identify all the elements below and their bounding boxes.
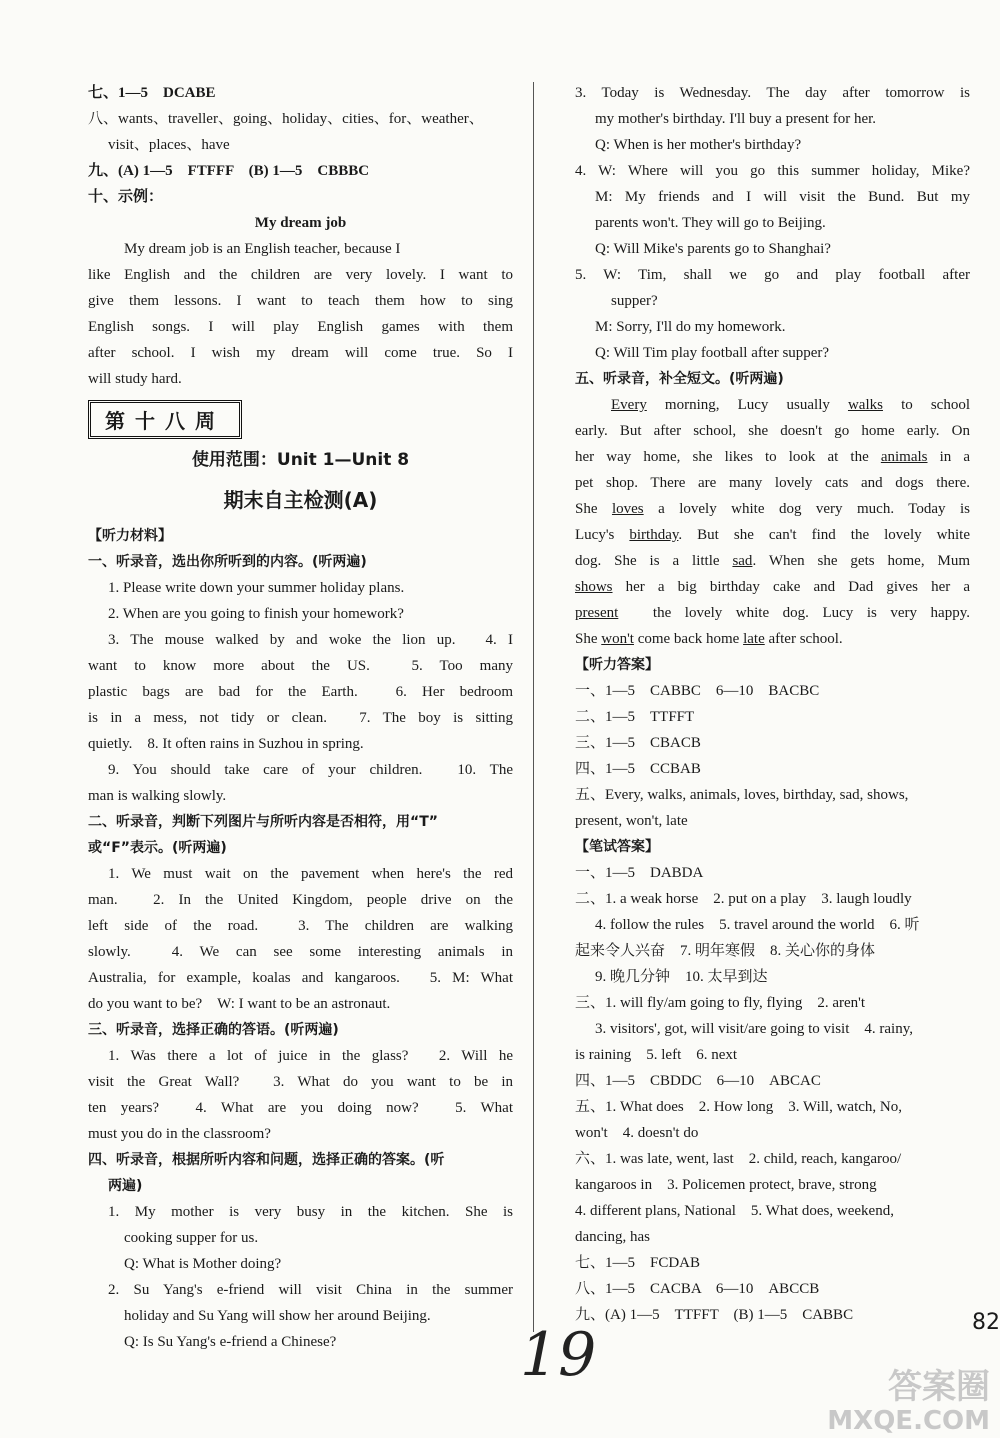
written-answer: 9. 晚几分钟 10. 太早到达 [595, 969, 768, 985]
blank-answer: present [575, 605, 619, 621]
s3-line: visit the Great Wall? 3. What do you want to be in [88, 1074, 513, 1090]
written-answer: 二、1. a weak horse 2. put on a play 3. laugh loudly [575, 891, 912, 907]
s4-line: Q: Will Mike's parents go to Shanghai? [595, 241, 831, 257]
blank-answer: birthday [629, 527, 679, 543]
passage-line: pet shop. There are many lovely cats and dogs there. [575, 475, 970, 491]
s1-line: quietly. 8. It often rains in Suzhou in spring. [88, 736, 364, 752]
answer-q8-line1: 八、wants、traveller、going、holiday、cities、for、weather、 [88, 111, 484, 127]
s4-line: M: My friends and I will visit the Bund. But my [595, 189, 970, 205]
essay-line: after school. I wish my dream will come true. So I [88, 345, 513, 361]
s1-line: plastic bags are bad for the Earth. 6. Her bedroom [88, 684, 513, 700]
written-answer: 五、1. What does 2. How long 3. Will, watch, No, [575, 1099, 902, 1115]
section2-heading-cont: 或“F”表示。(听两遍) [88, 840, 227, 856]
written-answer: is raining 5. left 6. next [575, 1047, 738, 1063]
passage-line: dog. She is a little sad. When she gets home, Mum [575, 553, 970, 569]
written-answer: 一、1—5 DABDA [575, 865, 704, 881]
section5-heading: 五、听录音，补全短文。(听两遍) [575, 371, 784, 387]
essay-line: give them lessons. I want to teach them how to sing [88, 293, 513, 309]
listening-answer: 二、1—5 TTFFT [575, 709, 695, 725]
watermark [827, 1367, 990, 1438]
blank-answer: Every [611, 397, 647, 413]
s1-line: is in a mess, not tidy or clean. 7. The boy is sitting [88, 710, 513, 726]
s1-line: man is walking slowly. [88, 788, 227, 804]
s4-line: 3. Today is Wednesday. The day after tomorrow is [575, 85, 970, 101]
s4-line: Q: When is her mother's birthday? [595, 137, 802, 153]
s4-line: Q: Is Su Yang's e-friend a Chinese? [124, 1334, 337, 1350]
listening-answer: 三、1—5 CBACB [575, 735, 701, 751]
essay-line: English songs. I will play English games with them [88, 319, 513, 335]
essay-line: like English and the children are very lovely. I want to [88, 267, 513, 283]
s3-line: must you do in the classroom? [88, 1126, 271, 1142]
s3-line: ten years? 4. What are you doing now? 5. What [88, 1100, 513, 1116]
blank-answer: walks [847, 397, 883, 413]
section4-heading-cont: 两遍) [108, 1178, 143, 1194]
passage-line: early. But after school, she doesn't go home early. On [575, 423, 970, 439]
s4-line: cooking supper for us. [124, 1230, 259, 1246]
passage-line: She won't come back home late after school. [575, 631, 843, 647]
written-answer: 七、1—5 FCDAB [575, 1255, 701, 1271]
passage-line: present the lovely white dog. Lucy is very happy. [575, 605, 970, 621]
s4-line: 2. Su Yang's e-friend will visit China in the summer [108, 1282, 513, 1298]
listening-answer: 四、1—5 CCBAB [575, 761, 701, 777]
s2-line: 1. We must wait on the pavement when here's the red [108, 866, 513, 882]
blank-answer: animals [880, 449, 928, 465]
s1-line: 2. When are you going to finish your homework? [108, 606, 404, 622]
test-title: 期末自主检测(A) [223, 488, 378, 512]
answer-q9: 九、(A) 1—5 FTFFF (B) 1—5 CBBBC [88, 163, 370, 179]
written-answer: 四、1—5 CBDDC 6—10 ABCAC [575, 1073, 821, 1089]
written-answer: 三、1. will fly/am going to fly, flying 2. aren't [575, 995, 866, 1011]
section3-heading: 三、听录音，选择正确的答语。(听两遍) [88, 1022, 339, 1038]
s4-line: 4. W: Where will you go this summer holiday, Mike? [575, 163, 970, 179]
written-answer: 八、1—5 CACBA 6—10 ABCCB [575, 1281, 820, 1297]
written-answer: 4. different plans, National 5. What does, weekend, [575, 1203, 894, 1219]
essay-line: will study hard. [88, 371, 182, 387]
s1-line: 1. Please write down your summer holiday plans. [108, 580, 405, 596]
s4-line: my mother's birthday. I'll buy a present for her. [595, 111, 877, 127]
s2-line: Australia, for example, koalas and kangaroos. 5. M: What [88, 970, 513, 986]
listening-answer: present, won't, late [575, 813, 688, 829]
page-number: 82 [972, 1310, 1000, 1335]
essay-title: My dream job [254, 215, 347, 231]
written-answer: 起来令人兴奋 7. 明年寒假 8. 关心你的身体 [575, 943, 876, 959]
listening-material-label: 【听力材料】 [88, 528, 172, 544]
passage-line: She loves a lovely white dog very much. Today is [575, 501, 971, 517]
answer-q7: 七、1—5 DCABE [88, 85, 216, 101]
s4-line: holiday and Su Yang will show her around Beijing. [124, 1308, 431, 1324]
essay-body [88, 236, 513, 392]
s4-line: M: Sorry, I'll do my homework. [595, 319, 786, 335]
blank-answer: loves [611, 501, 644, 517]
written-answer: kangaroos in 3. Policemen protect, brave, strong [575, 1177, 877, 1193]
passage-line: her way home, she likes to look at the animals in a [575, 449, 971, 465]
s2-line: left side of the road. 3. The children are walking [88, 918, 513, 934]
s4-line: Q: Will Tim play football after supper? [595, 345, 830, 361]
section1-heading: 一、听录音，选出你所听到的内容。(听两遍) [88, 554, 367, 570]
s1-line: 3. The mouse walked by and woke the lion up. 4. I [108, 632, 513, 648]
left-column [88, 80, 513, 1355]
s2-line: do you want to be? W: I want to be an astronaut. [88, 996, 391, 1012]
column-divider [533, 82, 534, 1332]
listening-answers-label: 【听力答案】 [575, 657, 659, 673]
s1-line: 9. You should take care of your children. 10. The [108, 762, 513, 778]
essay-line: My dream job is an English teacher, because I [124, 241, 401, 257]
passage-line: shows her a big birthday cake and Dad gives her a [575, 579, 970, 595]
written-answer: won't 4. doesn't do [575, 1125, 699, 1141]
week-banner: 第十八周 [88, 400, 242, 439]
blank-answer: shows [575, 579, 613, 595]
watermark-line: MXQE.COM [827, 1406, 990, 1436]
s4-line: Q: What is Mother doing? [124, 1256, 282, 1272]
s4-line: 5. W: Tim, shall we go and play football after [575, 267, 970, 283]
right-column [575, 80, 970, 1328]
s4-line: parents won't. They will go to Beijing. [595, 215, 826, 231]
section4-heading: 四、听录音，根据所听内容和问题，选择正确的答案。(听 [88, 1152, 445, 1168]
s4-line: supper? [611, 293, 658, 309]
blank-answer: won't [601, 631, 634, 647]
week-banner-wrap [88, 392, 513, 443]
written-answer: dancing, has [575, 1229, 650, 1245]
written-answer: 六、1. was late, went, last 2. child, reach, kangaroo/ [575, 1151, 902, 1167]
listening-answer: 一、1—5 CABBC 6—10 BACBC [575, 683, 820, 699]
written-answer: 3. visitors', got, will visit/are going to visit 4. rainy, [595, 1021, 913, 1037]
s2-line: slowly. 4. We can see some interesting animals in [88, 944, 513, 960]
s1-line: want to know more about the US. 5. Too many [88, 658, 513, 674]
s4-line: 1. My mother is very busy in the kitchen. She is [108, 1204, 513, 1220]
s2-line: man. 2. In the United Kingdom, people drive on the [88, 892, 513, 908]
passage-line: Every morning, Lucy usually walks to school [611, 397, 970, 413]
written-answer: 4. follow the rules 5. travel around the world 6. 听 [595, 917, 920, 933]
section2-heading: 二、听录音，判断下列图片与所听内容是否相符，用“T” [88, 814, 438, 830]
blank-answer: late [743, 631, 765, 647]
passage-line: Lucy's birthday. But she can't find the lovely white [575, 527, 970, 543]
blank-answer: sad [732, 553, 753, 569]
answer-q10: 十、示例： [88, 189, 164, 205]
watermark-line: 答案圈 [888, 1367, 990, 1407]
answer-q8-line2: visit、places、have [108, 137, 230, 153]
written-answers-label: 【笔试答案】 [575, 839, 659, 855]
listening-answer: 五、Every, walks, animals, loves, birthday, sad, shows, [575, 787, 909, 803]
written-answer: 九、(A) 1—5 TTFFT (B) 1—5 CABBC [575, 1307, 854, 1323]
handwritten-number: 19 [520, 1320, 597, 1390]
scope-heading: 使用范围：Unit 1—Unit 8 [191, 450, 410, 470]
s3-line: 1. Was there a lot of juice in the glass? 2. Will he [108, 1048, 513, 1064]
